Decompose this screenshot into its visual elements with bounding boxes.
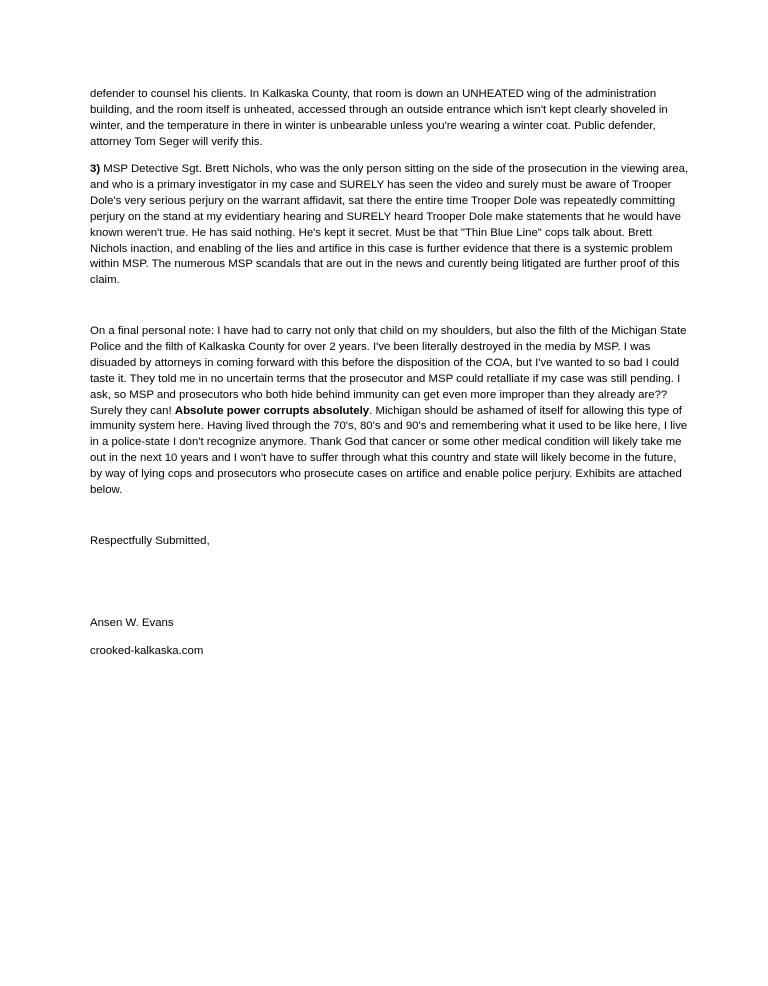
paragraph-public-defender-room <box>90 87 690 151</box>
paragraph-text-start: On a final personal note: I have had to carry not only that child on my shoulders, but also the filth of the Michigan State Police and the filth of Kalkaska County for over 2 years. I've been literally destroyed in the media by MSP. I was disuaded by attorneys in coming forward with this before the disposition of the COA, but I've wanted to so bad I could taste it. They told me in no uncertain terms that the prosecutor and MSP could retalliate if my case was still pending. I ask, so MSP and prosecutors who both hide behind immunity can get even more improper than they already are?? Surely they can! <box>90 325 687 417</box>
closing-line: Respectfully Submitted, <box>90 535 210 547</box>
paragraph-text-end: . Michigan should be ashamed of itself for allowing this type of immunity system here. Having lived through the 70's, 80's and 90's and remembering what it used to be like here, I live in a police-state I don't recognize anymore. Thank God that cancer or some other medical condition will likely take me out in the next 10 years and I won't have to suffer through what this country and state will likely become in the future, by way of lying cops and prosecutors who prosecute cases on artifice and enable police perjury. Exhibits are attached below. <box>90 404 688 497</box>
item-number: 3) <box>90 163 101 175</box>
signature-website: crooked-kalkaska.com <box>90 645 204 657</box>
bold-phrase: Absolute power corrupts absolutely <box>174 404 370 417</box>
paragraph-text: MSP Detective Sgt. Brett Nichols, who was the only person sitting on the side of the prosecution in the viewing area, and who is a primary investigator in my case and SURELY has seen the video and surely must be aware of Trooper Dole's very serious perjury on the warrant affidavit, sat there the entire time Trooper Dole was repeatedly committing perjury on the stand at my evidentiary hearing and SURELY heard Trooper Dole make statements that he would have known weren't true. He has said nothing. He's kept it secret. Must be that "Thin Blue Line" cops talk about. Brett Nichols inaction, and enabling of the lies and artifice in this case is further evidence that there is a systemic problem within MSP. The numerous MSP scandals that are out in the news and curently being litigated are further proof of this claim. <box>90 163 689 287</box>
paragraph-text: defender to counsel his clients. In Kalkaska County, that room is down an UNHEATED wing of the administration building, and the room itself is unheated, accessed through an outside entrance which isn't kept clearly shoveled in winter, and the temperature in there in winter is unbearable unless you're wearing a winter coat. Public defender, attorney Tom Seger will verify this. <box>90 88 668 148</box>
paragraph-final-note <box>90 324 690 499</box>
signature-name: Ansen W. Evans <box>90 617 174 629</box>
paragraph-item-3 <box>90 162 690 289</box>
